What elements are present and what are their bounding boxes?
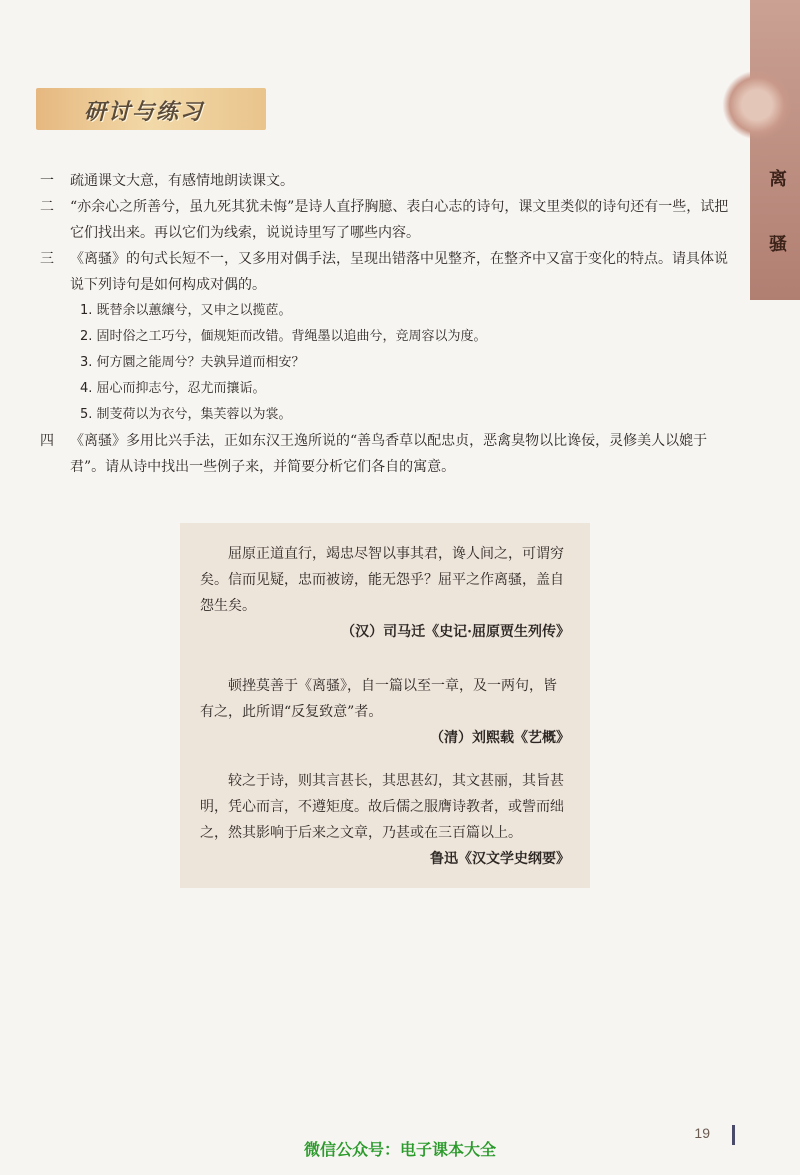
- flower-decoration-icon: [722, 70, 792, 140]
- question-2: [40, 194, 730, 246]
- question-4: [40, 428, 730, 480]
- sub-item-5: 5. 制芰荷以为衣兮，集芙蓉以为裳。: [80, 407, 292, 422]
- question-number: 三: [40, 251, 54, 267]
- question-number: 一: [40, 173, 54, 189]
- quote-source: （汉）司马迁《史记·屈原贾生列传》: [341, 624, 570, 640]
- quote-text: 屈原正道直行，竭忠尽智以事其君，谗人间之，可谓穷矣。信而见疑，忠而被谤，能无怨乎？屈平之作离骚，盖自怨生矣。: [200, 546, 564, 614]
- side-tab-char-2: 骚: [769, 234, 787, 255]
- question-number: 四: [40, 433, 54, 449]
- question-text: 疏通课文大意，有感情地朗读课文。: [70, 173, 294, 189]
- question-1: [40, 168, 730, 194]
- quote-source: （清）刘熙载《艺概》: [430, 730, 570, 746]
- page-number: 19: [694, 1125, 710, 1141]
- sub-item-1: 1. 既替余以蕙纕兮，又申之以揽茝。: [80, 303, 292, 318]
- question-text: 《离骚》的句式长短不一，又多用对偶手法，呈现出错落中见整齐，在整齐中又富于变化的特点。请具体说说下列诗句是如何构成对偶的。: [70, 251, 728, 293]
- side-tab-char-1: 离: [769, 169, 787, 190]
- quote-box: [180, 523, 590, 888]
- question-number: 二: [40, 199, 54, 215]
- sub-item-4: 4. 屈心而抑志兮，忍尤而攘诟。: [80, 381, 266, 396]
- question-3: [40, 246, 730, 298]
- sub-item-3: 3. 何方圜之能周兮？夫孰异道而相安？: [80, 355, 305, 370]
- quote-text: 较之于诗，则其言甚长，其思甚幻，其文甚丽，其旨甚明，凭心而言，不遵矩度。故后儒之服膺诗教者，或訾而绌之，然其影响于后来之文章，乃甚或在三百篇以上。: [200, 773, 564, 841]
- question-text: 《离骚》多用比兴手法，正如东汉王逸所说的“善鸟香草以配忠贞，恶禽臭物以比谗佞，灵修美人以媲于君”。请从诗中找出一些例子来，并简要分析它们各自的寓意。: [70, 433, 708, 475]
- quote-2: [200, 673, 570, 751]
- quote-3: [200, 768, 570, 872]
- sub-item-2: 2. 固时俗之工巧兮，偭规矩而改错。背绳墨以追曲兮，竞周容以为度。: [80, 329, 487, 344]
- quote-text: 顿挫莫善于《离骚》，自一篇以至一章，及一两句，皆有之，此所谓“反复致意”者。: [200, 678, 557, 720]
- questions-list: [40, 168, 730, 480]
- chapter-side-tab: [750, 0, 800, 300]
- section-banner: [36, 88, 266, 130]
- question-text: “亦余心之所善兮，虽九死其犹未悔”是诗人直抒胸臆、表白心志的诗句，课文里类似的诗句还有一些，试把它们找出来。再以它们为线索，说说诗里写了哪些内容。: [70, 199, 729, 241]
- quote-source: 鲁迅《汉文学史纲要》: [430, 851, 570, 867]
- quote-1: [200, 541, 570, 645]
- section-title: 研讨与练习: [84, 99, 205, 125]
- footer-watermark: 微信公众号：电子课本大全: [303, 1140, 496, 1159]
